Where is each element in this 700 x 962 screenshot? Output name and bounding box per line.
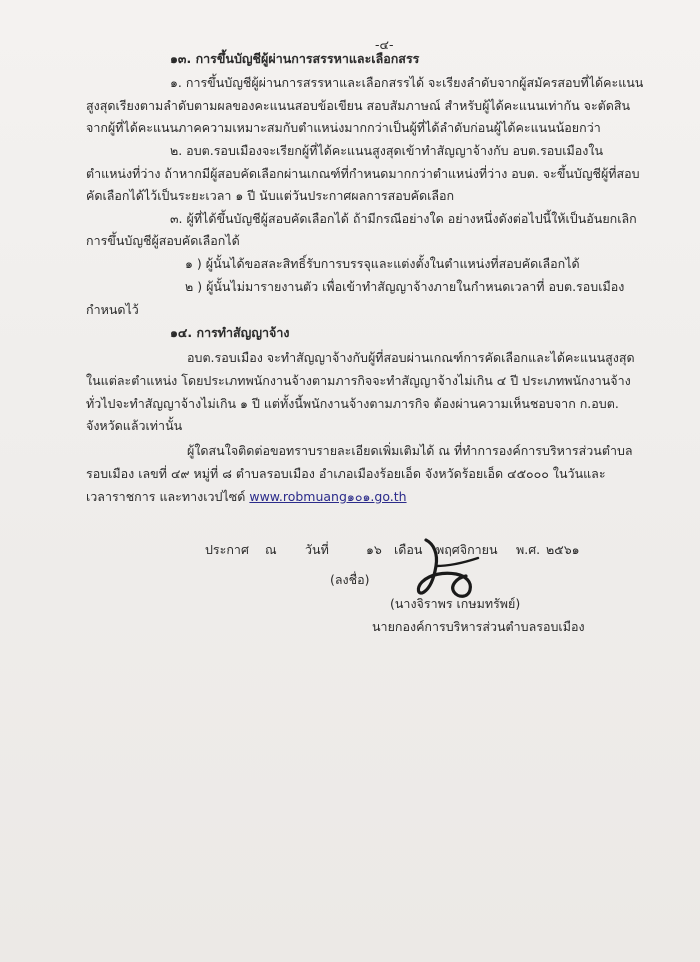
paragraph-line: ๑. การขึ้นบัญชีผู้ผ่านการสรรหาและเลือกสรรได้ จะเรียงลำดับจากผู้สมัครสอบที่ได้คะแนน [170,75,644,90]
announcement-at: ณ [265,542,277,557]
paragraph-line: ผู้ใดสนใจติดต่อขอทราบรายละเอียดเพิ่มเติมได้ ณ ที่ทำการองค์การบริหารส่วนตำบล [187,443,633,458]
section-14-heading: ๑๔. การทำสัญญาจ้าง [170,325,290,340]
paragraph-line: ตำแหน่งที่ว่าง ถ้าหากมีผู้สอบคัดเลือกผ่านเกณฑ์ที่กำหนดมากกว่าตำแหน่งที่ว่าง อบต. จะขึ้นบัญชีผู้ที่สอบ [86,166,640,181]
day-label: วันที่ [305,542,329,557]
paragraph-line: รอบเมือง เลขที่ ๔๙ หมู่ที่ ๘ ตำบลรอบเมือง อำเภอเมืองร้อยเอ็ด จังหวัดร้อยเอ็ด ๔๕๐๐๐ ในวันและ [86,466,606,481]
page-number: -๔- [375,37,394,52]
list-item: ๒ ) ผู้นั้นไม่มารายงานตัว เพื่อเข้าทำสัญญาจ้างภายในกำหนดเวลาที่ อบต.รอบเมือง [185,279,625,294]
handwritten-signature [414,536,484,602]
year-value: ๒๕๖๑ [546,542,580,557]
paragraph-line [86,489,407,505]
section-13-heading: ๑๓. การขึ้นบัญชีผู้ผ่านการสรรหาและเลือกสรร [170,51,420,66]
month-label: เดือน [394,542,423,557]
announcement-label: ประกาศ [205,542,249,557]
paragraph-line: อบต.รอบเมือง จะทำสัญญาจ้างกับผู้ที่สอบผ่านเกณฑ์การคัดเลือกและได้คะแนนสูงสุด [187,350,635,365]
paragraph-line: ในแต่ละตำแหน่ง โดยประเภทพนักงานจ้างตามภารกิจจะทำสัญญาจ้างไม่เกิน ๔ ปี ประเภทพนักงานจ้าง [86,373,631,388]
paragraph-line: กำหนดไว้ [86,302,139,317]
paragraph-line: คัดเลือกได้ไว้เป็นระยะเวลา ๑ ปี นับแต่วันประกาศผลการสอบคัดเลือก [86,188,455,203]
paragraph-line: จังหวัดแล้วเท่านั้น [86,418,183,433]
sign-label: (ลงชื่อ) [330,572,370,587]
signatory-position: นายกองค์การบริหารส่วนตำบลรอบเมือง [372,619,585,634]
paragraph-line: จากผู้ที่ได้คะแนนภาคความเหมาะสมกับตำแหน่งมากกว่าเป็นผู้ที่ได้ลำดับก่อนผู้ได้คะแนนน้อยกว่า [86,120,601,135]
year-label: พ.ศ. [516,542,541,557]
contact-text: เวลาราชการ และทางเวปไซด์ [86,489,246,504]
paragraph-line: การขึ้นบัญชีผู้สอบคัดเลือกได้ [86,233,240,248]
paragraph-line: ทั่วไปจะทำสัญญาจ้างไม่เกิน ๑ ปี แต่ทั้งนี้พนักงานจ้างตามภารกิจ ต้องผ่านความเห็นชอบจาก ก.อบต. [86,396,619,411]
signatory-name: (นางจิราพร เกษมทรัพย์) [390,596,521,611]
list-item: ๑ ) ผู้นั้นได้ขอสละสิทธิ์รับการบรรจุและแต่งตั้งในตำแหน่งที่สอบคัดเลือกได้ [185,256,580,271]
month-value: พฤศจิกายน [436,542,498,557]
paragraph-line: ๓. ผู้ที่ได้ขึ้นบัญชีผู้สอบคัดเลือกได้ ถ้ามีกรณีอย่างใด อย่างหนึ่งดังต่อไปนี้ให้เป็นอันยกเลิก [170,211,637,226]
paragraph-line: สูงสุดเรียงตามลำดับตามผลของคะแนนสอบข้อเขียน สอบสัมภาษณ์ สำหรับผู้ได้คะแนนเท่ากัน จะตัดสิน [86,98,631,113]
day-value: ๑๖ [366,542,382,557]
website-link[interactable]: www.robmuang๑๐๑.go.th [249,489,407,504]
paragraph-line: ๒. อบต.รอบเมืองจะเรียกผู้ที่ได้คะแนนสูงสุดเข้าทำสัญญาจ้างกับ อบต.รอบเมืองใน [170,143,604,158]
